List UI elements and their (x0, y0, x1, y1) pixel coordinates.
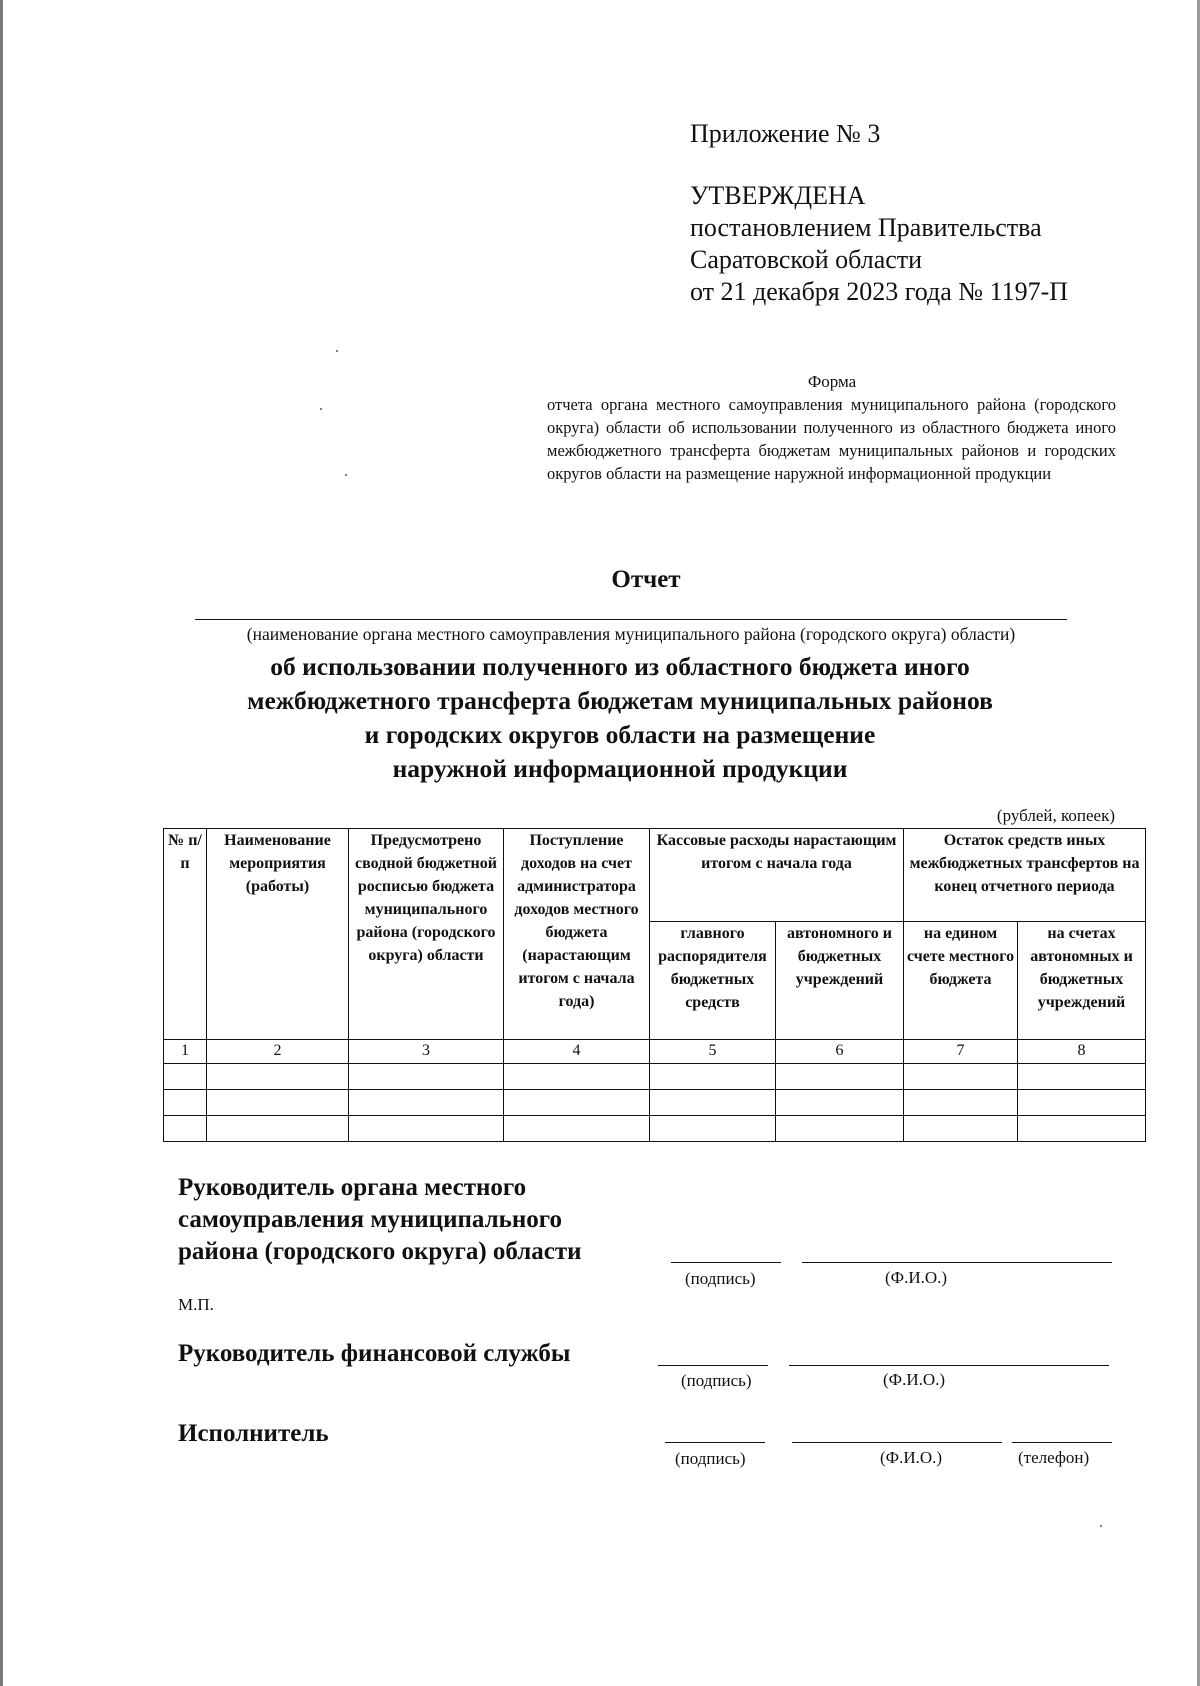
header-single-account: на едином счете местного бюджета (904, 922, 1018, 1040)
table-cell (904, 1090, 1018, 1116)
column-number: 6 (776, 1040, 904, 1064)
report-title: Отчет (611, 566, 681, 593)
table-cell (776, 1064, 904, 1090)
approval-date: от 21 декабря 2023 года № 1197-П (690, 277, 1069, 306)
executor-name-caption: (Ф.И.О.) (880, 1448, 943, 1467)
org-name-hint: (наименование органа местного самоуправления муниципального района (городского округа) области) (246, 624, 1016, 644)
head-label-line: Руководитель органа местного (178, 1174, 527, 1201)
approval-line: постановлением Правительства (690, 213, 1042, 242)
table-cell (164, 1116, 207, 1142)
table-cell (207, 1090, 349, 1116)
column-number: 8 (1018, 1040, 1146, 1064)
form-description: отчета органа местного самоуправления муниципального района (городского округа) области об использовании полученного из областного бюджета иного межбюджетного трансферта бюджетам муниципальных районов и городских округов области на размещение наружной информационной продукции (547, 395, 1116, 483)
scan-speck (320, 408, 322, 410)
org-name-blank-line (195, 619, 1067, 620)
head-name-caption: (Ф.И.О.) (885, 1268, 948, 1287)
head-signature-line (671, 1262, 781, 1263)
finance-signatory-label: Руководитель финансовой службы (178, 1340, 571, 1367)
head-signatory-label (178, 1172, 582, 1268)
finance-signature-line (658, 1365, 768, 1366)
table-cell (349, 1064, 504, 1090)
finance-name-caption: (Ф.И.О.) (883, 1370, 946, 1389)
approval-block (690, 118, 1150, 308)
table-cell (904, 1116, 1018, 1142)
table-row (164, 1116, 1146, 1142)
subject-line: об использовании полученного из областного бюджета иного (270, 652, 970, 681)
table-cell (504, 1064, 650, 1090)
column-number: 2 (207, 1040, 349, 1064)
approved-heading: УТВЕРЖДЕНА (690, 181, 866, 210)
table-cell (349, 1090, 504, 1116)
column-number: 1 (164, 1040, 207, 1064)
header-activity: Наименование мероприятия (работы) (207, 829, 349, 1040)
table-row (164, 1090, 1146, 1116)
report-table (163, 828, 1146, 1142)
units-note: (рублей, копеек) (996, 806, 1115, 825)
column-number: 7 (904, 1040, 1018, 1064)
table-row (164, 1064, 1146, 1090)
table-cell (650, 1064, 776, 1090)
head-label-line: самоуправления муниципального (178, 1206, 562, 1233)
subject-line: наружной информационной продукции (392, 754, 848, 783)
form-title: Форма (807, 372, 857, 391)
table-cell (650, 1116, 776, 1142)
head-name-line (802, 1262, 1112, 1263)
finance-signature-caption: (подпись) (681, 1371, 752, 1390)
table-cell (349, 1116, 504, 1142)
executor-phone-caption: (телефон) (1018, 1448, 1090, 1467)
column-number: 5 (650, 1040, 776, 1064)
header-cash-expenses: Кассовые расходы нарастающим итогом с начала года (650, 829, 904, 922)
table-cell (650, 1090, 776, 1116)
executor-phone-line (1012, 1442, 1112, 1443)
header-number: № п/п (164, 829, 207, 1040)
column-number: 3 (349, 1040, 504, 1064)
table-cell (904, 1064, 1018, 1090)
table-cell (1018, 1116, 1146, 1142)
approval-line: Саратовской области (690, 245, 923, 274)
table-cell (164, 1064, 207, 1090)
head-signature-caption: (подпись) (685, 1269, 756, 1288)
appendix-number: Приложение № 3 (690, 119, 881, 148)
header-institution-accounts: на счетах автономных и бюджетных учреждений (1018, 922, 1146, 1040)
executor-signature-line (665, 1442, 765, 1443)
scan-speck (345, 474, 347, 476)
report-subject (160, 650, 1080, 786)
table-cell (776, 1090, 904, 1116)
table-cell (504, 1116, 650, 1142)
table-cell (207, 1064, 349, 1090)
table-cell (776, 1116, 904, 1142)
scan-speck (1100, 1525, 1102, 1527)
executor-signature-caption: (подпись) (675, 1449, 746, 1468)
seal-placeholder: М.П. (178, 1295, 214, 1314)
header-balance: Остаток средств иных межбюджетных трансфертов на конец отчетного периода (904, 829, 1146, 922)
header-revenue: Поступление доходов на счет администратора доходов местного бюджета (нарастающим итогом с начала года) (504, 829, 650, 1040)
finance-name-line (789, 1365, 1109, 1366)
subject-line: и городских округов области на размещение (364, 720, 876, 749)
scan-speck (336, 350, 338, 352)
head-label-line: района (городского округа) области (178, 1238, 582, 1265)
table-cell (164, 1090, 207, 1116)
table-cell (1018, 1090, 1146, 1116)
scan-edge-left (0, 0, 3, 1686)
table-cell (504, 1090, 650, 1116)
executor-name-line (792, 1442, 1002, 1443)
column-number: 4 (504, 1040, 650, 1064)
header-autonomous-institutions: автономного и бюджетных учреждений (776, 922, 904, 1040)
executor-label: Исполнитель (178, 1420, 329, 1447)
header-main-manager: главного распорядителя бюджетных средств (650, 922, 776, 1040)
header-planned: Предусмотрено сводной бюджетной росписью бюджета муниципального района (городского округа) области (349, 829, 504, 1040)
table-cell (207, 1116, 349, 1142)
table-cell (1018, 1064, 1146, 1090)
subject-line: межбюджетного трансферта бюджетам муниципальных районов (247, 686, 993, 715)
